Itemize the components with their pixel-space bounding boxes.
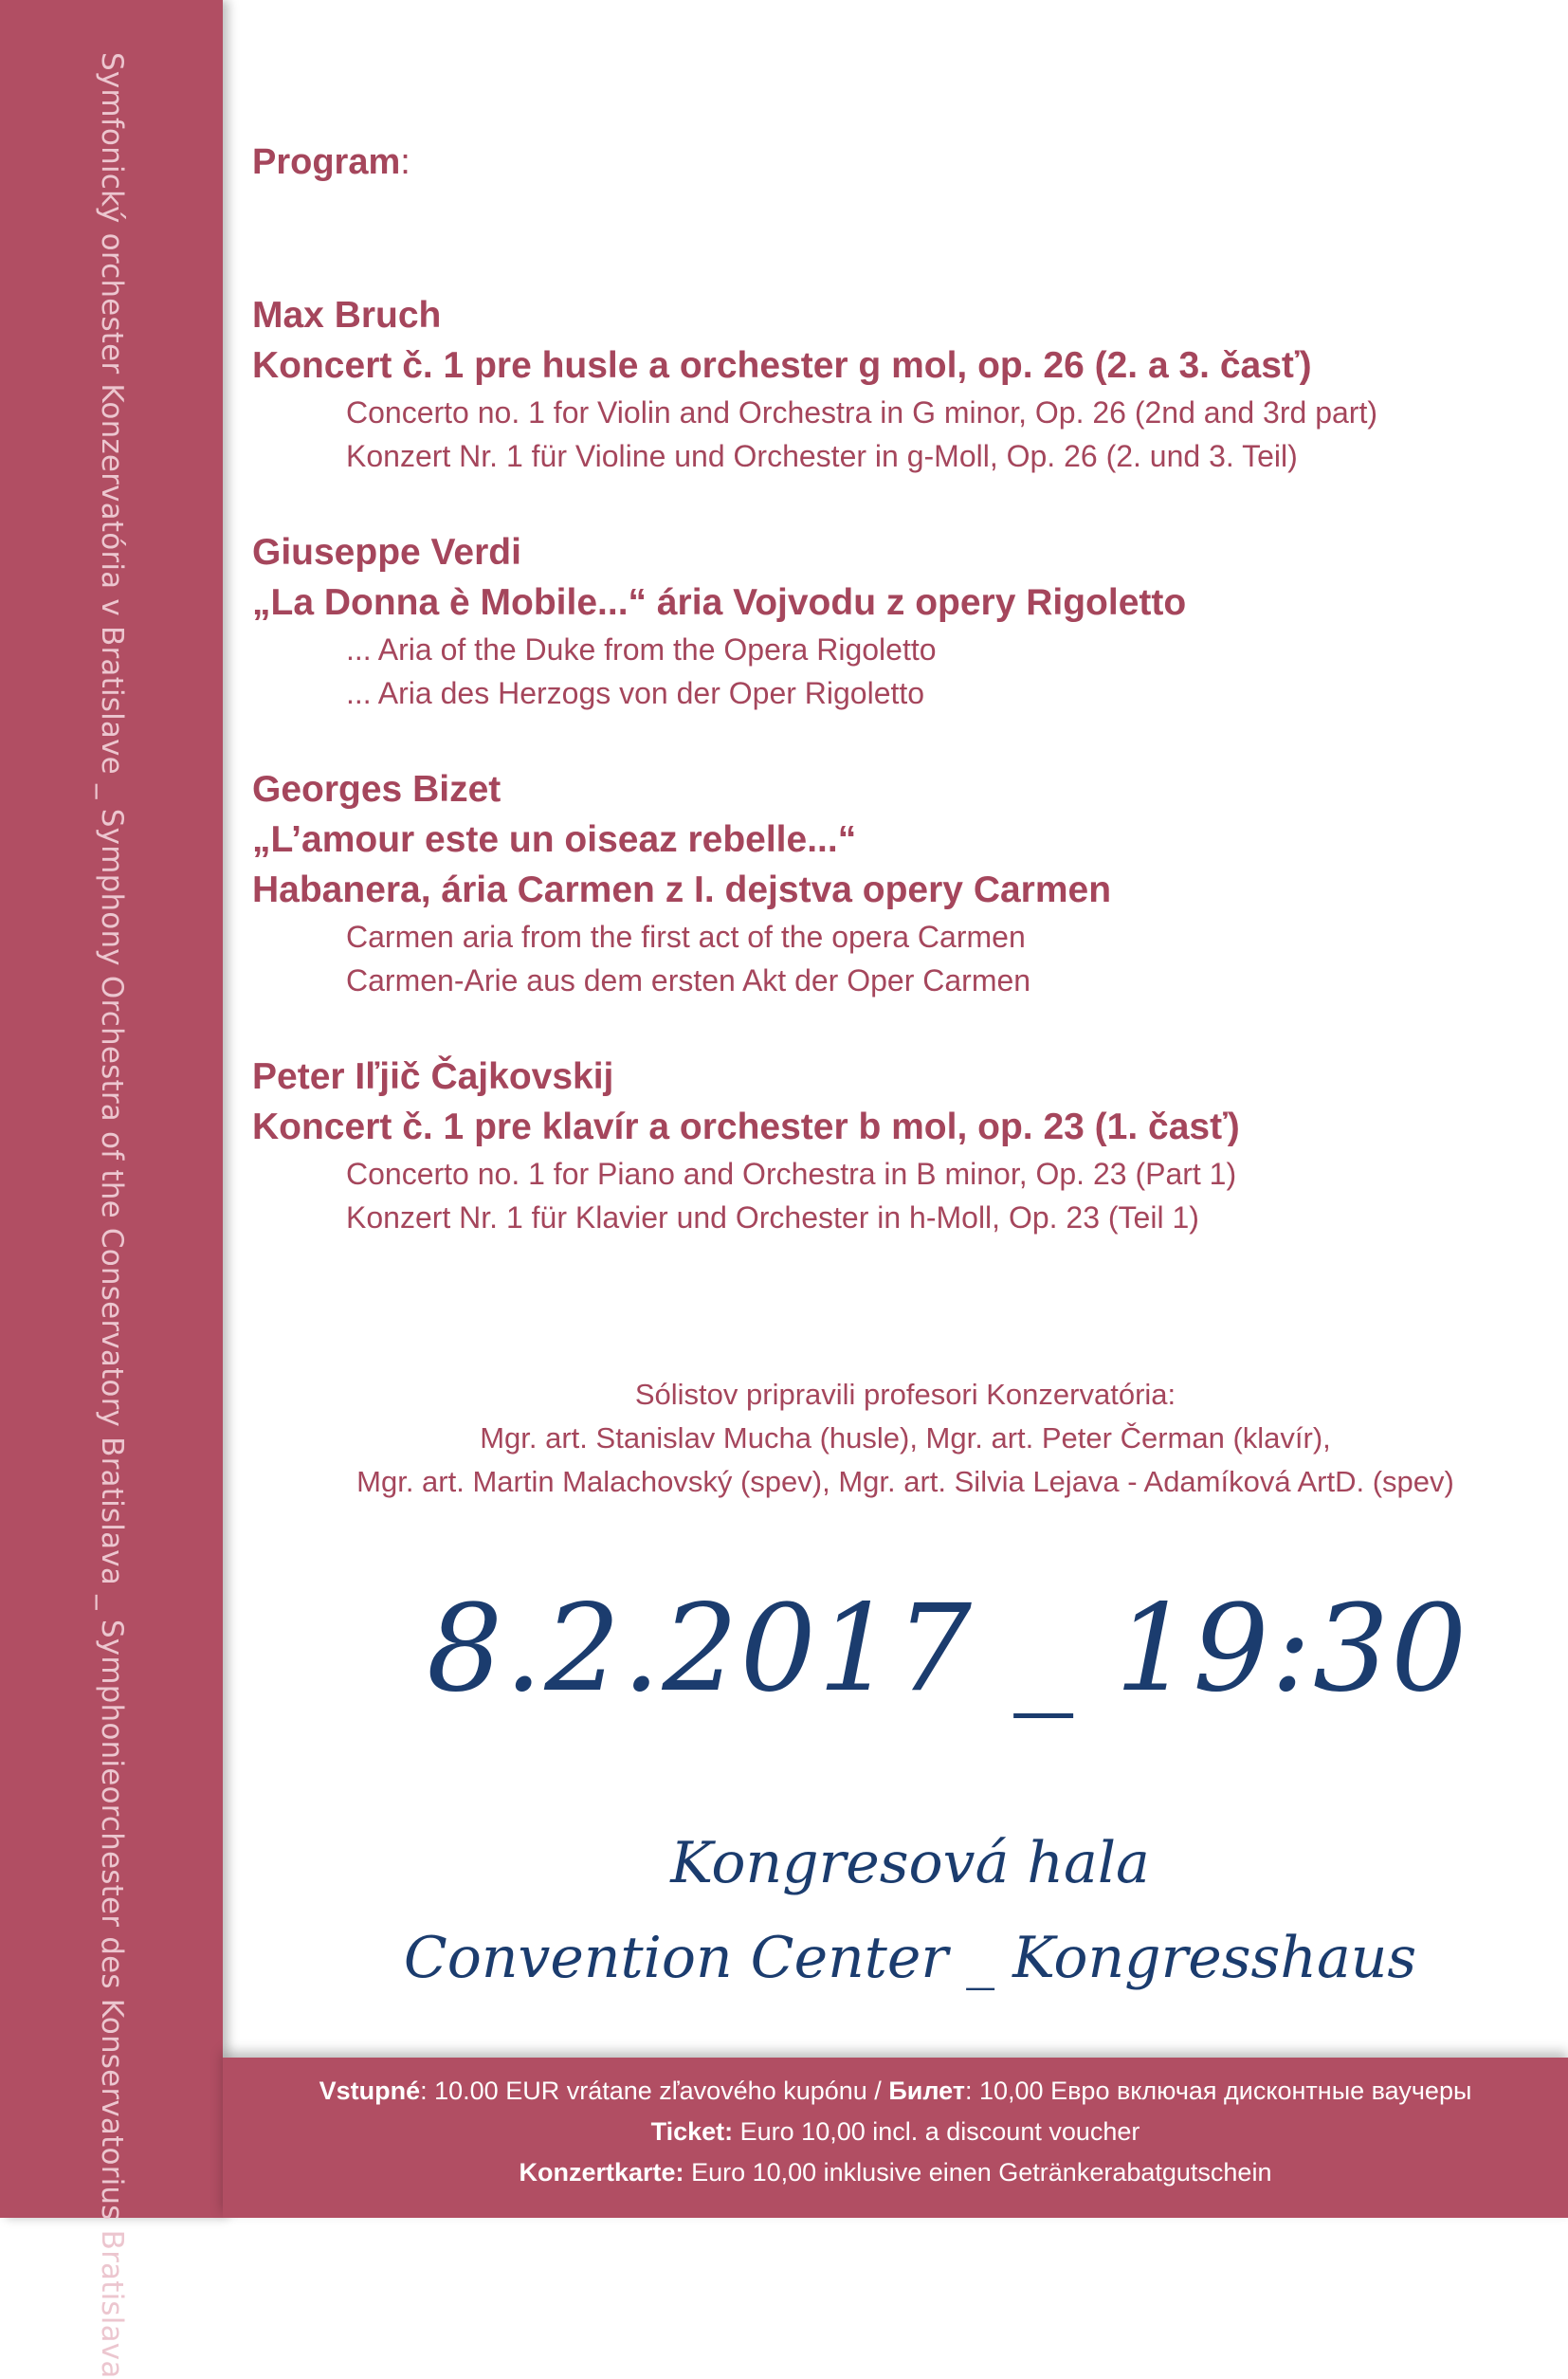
work-title: Koncert č. 1 pre klavír a orchester b mol, op. 23 (1. časť) <box>252 1107 1240 1147</box>
work-translation-de: Konzert Nr. 1 für Klavier und Orchester in h-Moll, Op. 23 (Teil 1) <box>346 1200 1199 1235</box>
work-translation-de: Konzert Nr. 1 für Violine und Orchester in g-Moll, Op. 26 (2. und 3. Teil) <box>346 439 1298 473</box>
work-translation-de: Carmen-Arie aus dem ersten Akt der Oper Carmen <box>346 963 1031 997</box>
ticket-line-sk-ru: Vstupné: 10.00 EUR vrátane zľavového kupónu / Билет: 10,00 Евро включая дисконтные ваучеры <box>319 2077 1472 2105</box>
work-title: „L’amour este un oiseaz rebelle...“ <box>252 819 857 860</box>
soloists-line: Mgr. art. Stanislav Mucha (husle), Mgr. art. Peter Čerman (klavír), <box>480 1421 1331 1455</box>
ticket-line-de: Konzertkarte: Euro 10,00 inklusive einen Getränkerabatgutschein <box>519 2158 1272 2187</box>
work-translation-en: Concerto no. 1 for Violin and Orchestra in G minor, Op. 26 (2nd and 3rd part) <box>346 395 1377 430</box>
work-translation-en: Concerto no. 1 for Piano and Orchestra in B minor, Op. 23 (Part 1) <box>346 1157 1237 1191</box>
program-item-cajkovskij <box>252 1052 1541 1239</box>
ticket-info <box>223 2071 1568 2193</box>
work-translation-en: ... Aria of the Duke from the Opera Rigoletto <box>346 632 937 667</box>
program-item-bizet <box>252 764 1541 1002</box>
work-title: Koncert č. 1 pre husle a orchester g mol, op. 26 (2. a 3. časť) <box>252 345 1312 386</box>
sidebar-vertical-text: Symfonický orchester Konzervatória v Bratislave _ Symphony Orchestra of the Conservatory Bratislava _ Symphonieorchester des Konservatorius Bratislava <box>95 52 129 2379</box>
venue-name-en-de: Convention Center _ Kongresshaus <box>403 1925 1417 1991</box>
program-item-bruch <box>252 290 1541 478</box>
program-item-verdi <box>252 527 1541 715</box>
ticket-line-en: Ticket: Euro 10,00 incl. a discount voucher <box>650 2117 1140 2146</box>
program-heading: Program: <box>252 142 410 182</box>
soloists-intro: Sólistov pripravili profesori Konzervatória: <box>634 1378 1176 1411</box>
composer-name: Georges Bizet <box>252 769 501 810</box>
work-translation-en: Carmen aria from the first act of the opera Carmen <box>346 920 1026 954</box>
soloists-credits <box>284 1373 1526 1504</box>
work-translation-de: ... Aria des Herzogs von der Oper Rigoletto <box>346 676 925 710</box>
work-title-secondary: Habanera, ária Carmen z I. dejstva opery Carmen <box>252 869 1112 910</box>
event-datetime: 8.2.2017 _ 19:30 <box>427 1579 1469 1718</box>
composer-name: Peter Iľjič Čajkovskij <box>252 1056 614 1097</box>
composer-name: Giuseppe Verdi <box>252 532 521 573</box>
work-title: „La Donna è Mobile...“ ária Vojvodu z opery Rigoletto <box>252 582 1187 623</box>
composer-name: Max Bruch <box>252 295 442 336</box>
event-venue <box>341 1816 1479 2005</box>
soloists-line: Mgr. art. Martin Malachovský (spev), Mgr. art. Silvia Lejava - Adamíková ArtD. (spev) <box>356 1465 1454 1498</box>
venue-name-sk: Kongresová hala <box>670 1830 1150 1896</box>
